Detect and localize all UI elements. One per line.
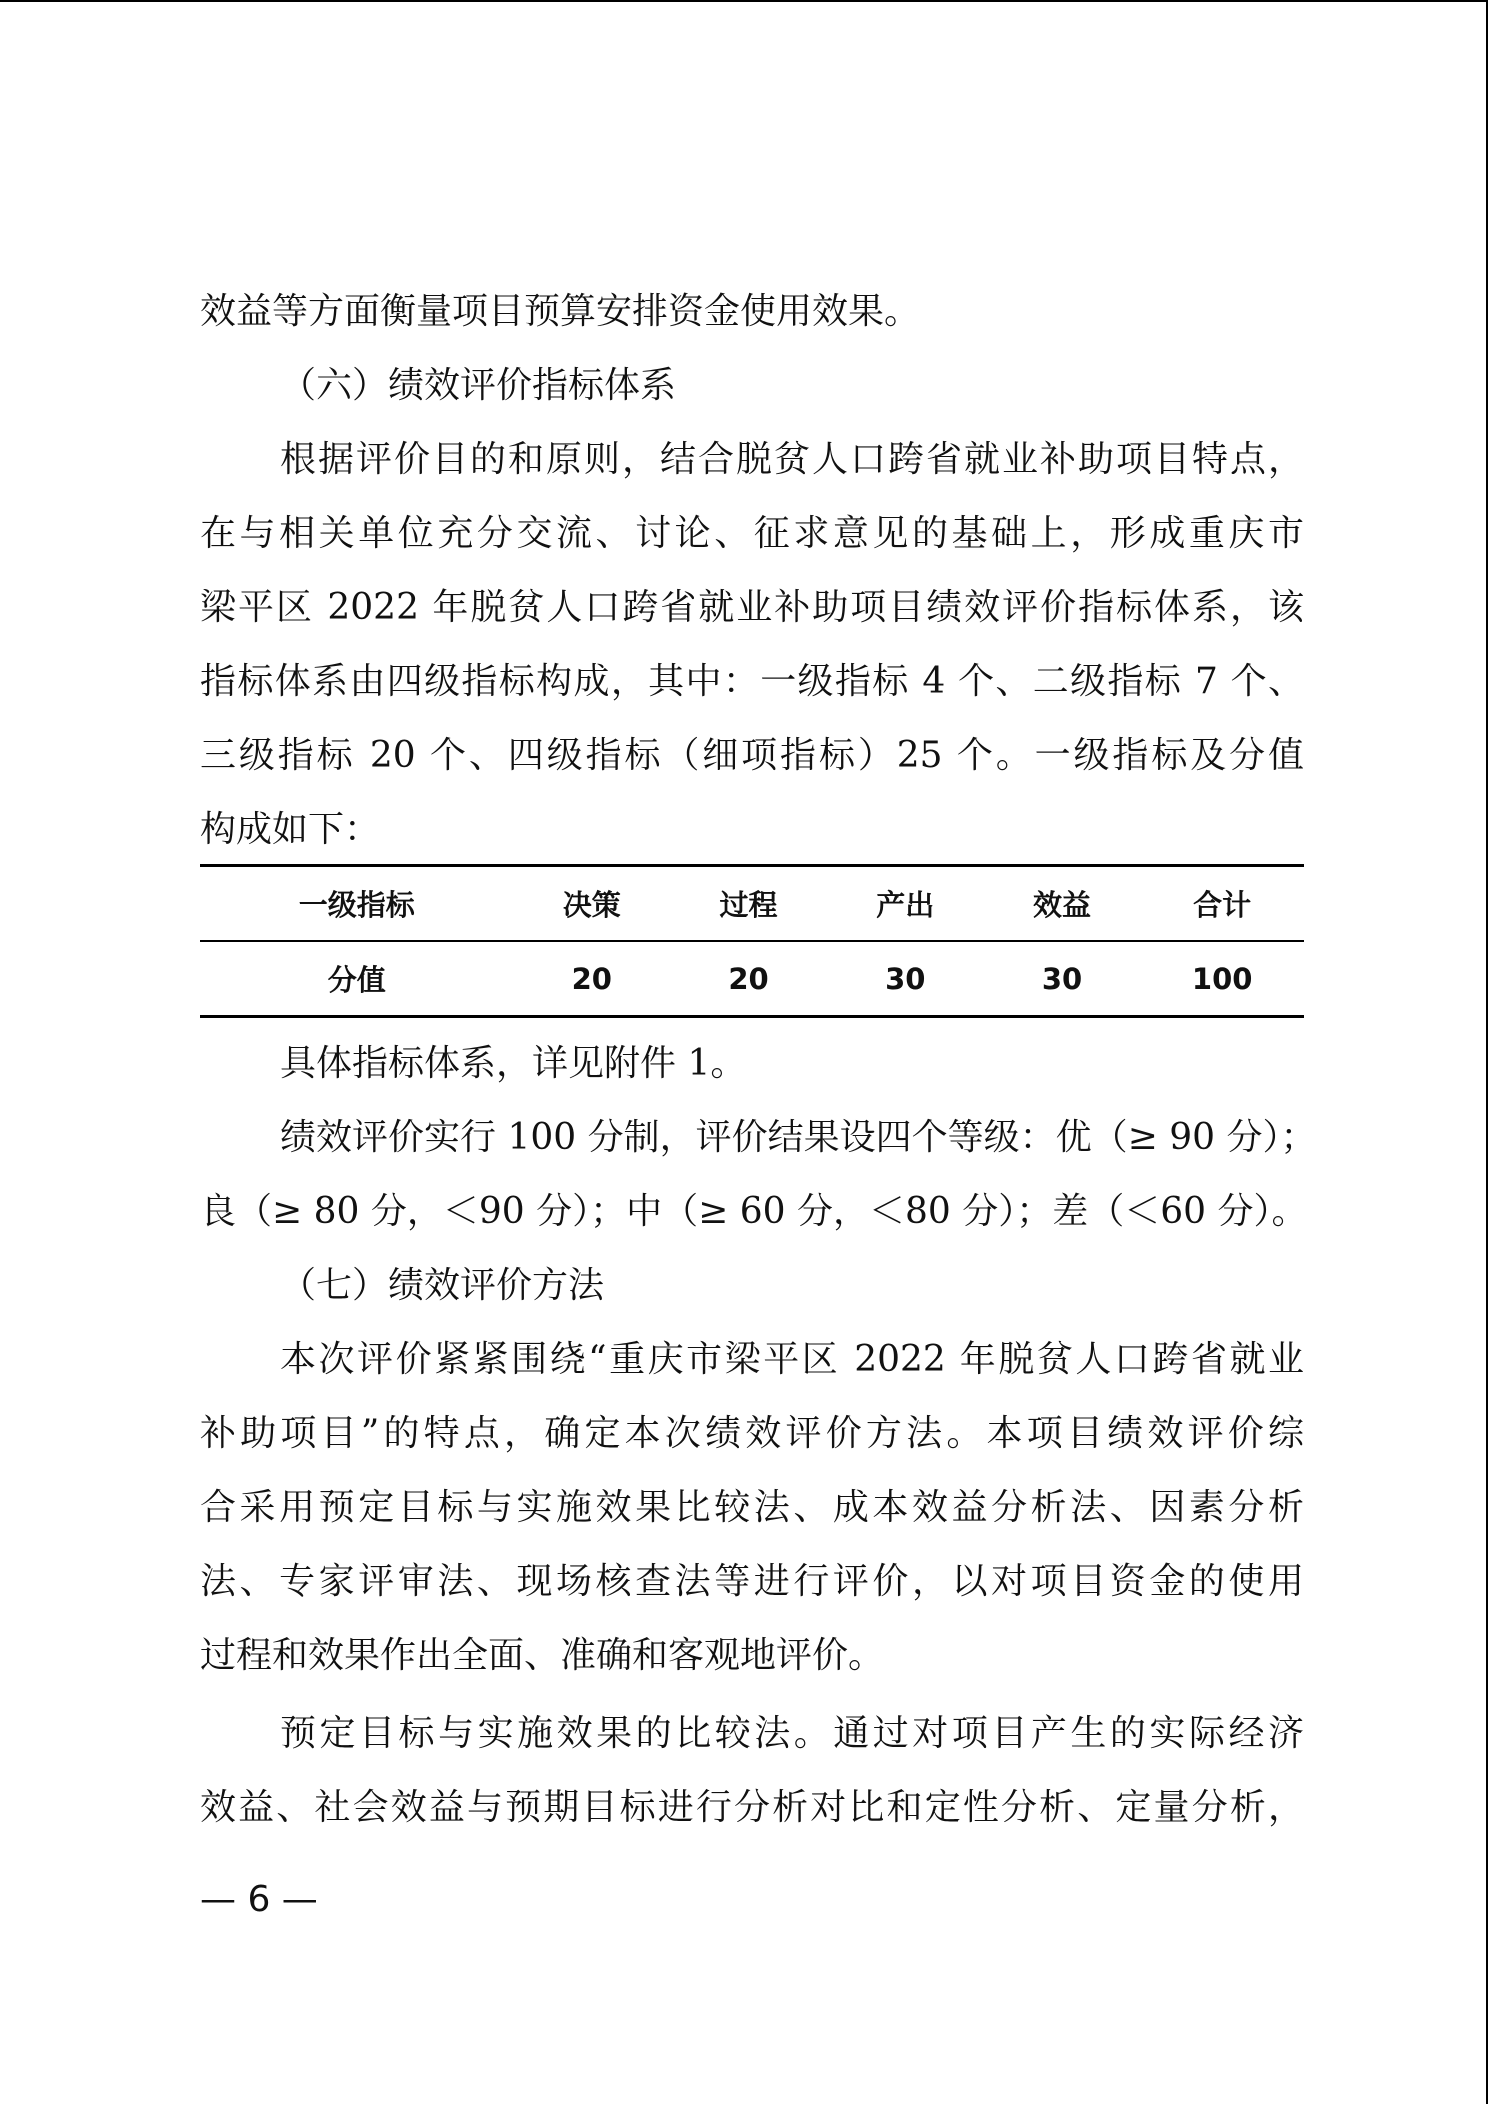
table-header-cell: 决策 xyxy=(562,888,621,922)
page-top-border xyxy=(0,0,1488,2)
table-cell: 30 xyxy=(885,961,926,996)
paragraph-line: 本次评价紧紧围绕“重庆市梁平区 2022 年脱贫人口跨省就业 xyxy=(280,1339,1304,1380)
page-number: — 6 — xyxy=(200,1879,318,1920)
paragraph-line: 构成如下： xyxy=(200,809,381,850)
indicator-score-table xyxy=(200,864,1304,1018)
table-header-cell: 效益 xyxy=(1033,888,1092,922)
paragraph-line: 指标体系由四级指标构成，其中：一级指标 4 个、二级指标 7 个、 xyxy=(200,661,1304,702)
paragraph-line: 效益等方面衡量项目预算安排资金使用效果。 xyxy=(200,291,921,332)
table-cell: 30 xyxy=(1041,961,1083,996)
table-cell: 分值 xyxy=(327,963,386,997)
table-cell: 100 xyxy=(1191,961,1253,996)
paragraph-line: 预定目标与实施效果的比较法。通过对项目产生的实际经济 xyxy=(280,1713,1304,1754)
table-header-row xyxy=(200,866,1304,942)
paragraph-line: 法、专家评审法、现场核查法等进行评价，以对项目资金的使用 xyxy=(200,1561,1304,1602)
paragraph-line: 过程和效果作出全面、准确和客观地评价。 xyxy=(200,1635,885,1676)
table-row xyxy=(200,941,1304,1017)
table-header-cell: 合计 xyxy=(1193,888,1252,922)
paragraph-line: 三级指标 20 个、四级指标（细项指标）25 个。一级指标及分值 xyxy=(200,735,1304,776)
paragraph-line: 效益、社会效益与预期目标进行分析对比和定性分析、定量分析， xyxy=(200,1787,1304,1828)
paragraph-line: 梁平区 2022 年脱贫人口跨省就业补助项目绩效评价指标体系，该 xyxy=(200,587,1304,628)
paragraph-line: 绩效评价实行 100 分制，评价结果设四个等级：优（≥ 90 分）； xyxy=(280,1117,1317,1158)
table-header-cell: 一级指标 xyxy=(298,888,415,922)
paragraph-line: 具体指标体系，详见附件 1。 xyxy=(280,1043,747,1084)
paragraph-line: 在与相关单位充分交流、讨论、征求意见的基础上，形成重庆市 xyxy=(200,513,1304,554)
table-header-cell: 过程 xyxy=(719,888,778,922)
section-heading-6: （六）绩效评价指标体系 xyxy=(280,365,677,406)
paragraph-line: 补助项目”的特点，确定本次绩效评价方法。本项目绩效评价综 xyxy=(200,1413,1304,1454)
paragraph-line: 良（≥ 80 分，＜90 分）；中（≥ 60 分，＜80 分）；差（＜60 分）。 xyxy=(200,1191,1308,1232)
table-cell: 20 xyxy=(571,961,612,996)
paragraph-line: 合采用预定目标与实施效果比较法、成本效益分析法、因素分析 xyxy=(200,1487,1304,1528)
table-cell: 20 xyxy=(728,961,769,996)
table-header-cell: 产出 xyxy=(876,888,935,922)
paragraph-line: 根据评价目的和原则，结合脱贫人口跨省就业补助项目特点， xyxy=(280,439,1304,480)
section-heading-7: （七）绩效评价方法 xyxy=(280,1265,605,1306)
